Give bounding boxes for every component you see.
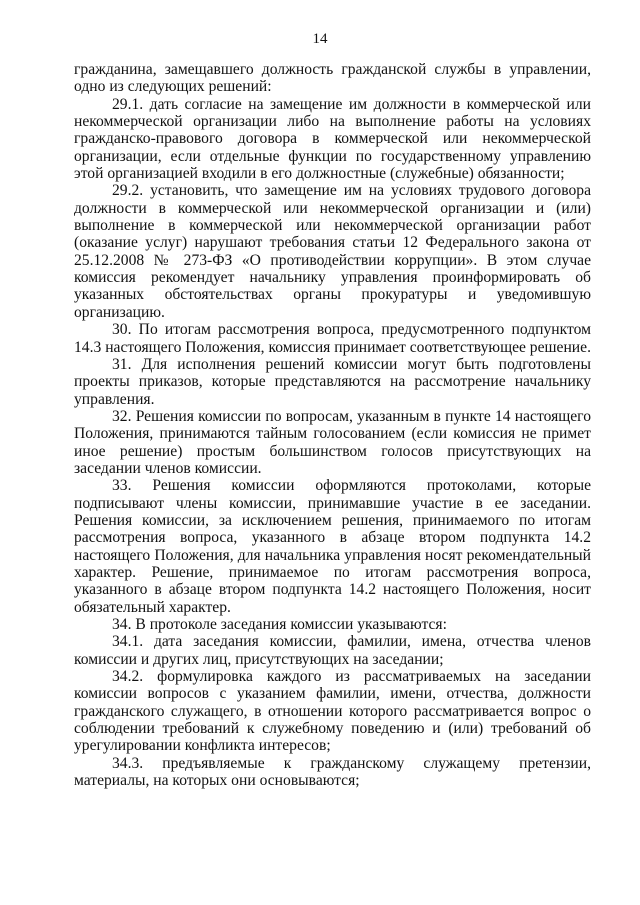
paragraph-31: 31. Для исполнения решений комиссии могут быть подготовлены проекты приказов, которые представляются на рассмотрение начальнику управления. — [74, 355, 591, 408]
paragraph-continuation: гражданина, замещавшего должность гражданской службы в управлении, одно из следующих решений: — [74, 61, 591, 96]
paragraph-34-3: 34.3. предъявляемые к гражданскому служащему претензии, материалы, на которых они основываются; — [74, 754, 591, 790]
paragraph-34: 34. В протоколе заседания комиссии указываются: — [112, 616, 447, 633]
paragraph-33: 33. Решения комиссии оформляются протоколами, которые подписывают члены комиссии, принимавшие участие в ее заседании. Решения комиссии, за исключением решения, принимаемого по итогам рассмотрения вопроса, указанного в абзаце втором подпункта 14.2 настоящего Положения, для начальника управления носят рекомендательный характер. Решение, принимаемое по итогам рассмотрения вопроса, указанного в абзаце втором подпункта 14.2 настоящего Положения, носит обязательный характер. — [74, 477, 591, 616]
paragraph-29-1: 29.1. дать согласие на замещение им должности в коммерческой или некоммерческой организации либо на выполнение работы на условиях гражданско-правового договора в коммерческой или некоммерческой организации, если отдельные функции по государственному управлению этой организацией входили в его должностные (служебные) обязанности; — [74, 95, 591, 183]
document-text — [74, 61, 591, 789]
paragraph-30: 30. По итогам рассмотрения вопроса, предусмотренного подпунктом 14.3 настоящего Положения, комиссия принимает соответствующее решение. — [74, 321, 591, 356]
page-number: 14 — [312, 31, 328, 47]
paragraph-32: 32. Решения комиссии по вопросам, указанным в пункте 14 настоящего Положения, принимаются тайным голосованием (если комиссия не примет иное решение) простым большинством голосов присутствующих на заседании членов комиссии. — [74, 407, 591, 477]
paragraph-34-2: 34.2. формулировка каждого из рассматриваемых на заседании комиссии вопросов с указанием фамилии, имени, отчества, должности гражданского служащего, в отношении которого рассматривается вопрос о соблюдении требований к служебному поведению и (или) требований об урегулировании конфликта интересов; — [74, 668, 591, 755]
paragraph-29-2: 29.2. установить, что замещение им на условиях трудового договора должности в коммерческой или некоммерческой организации и (или) выполнение в коммерческой или некоммерческой организации работ (оказание услуг) нарушают требования статьи 12 Федерального закона от 25.12.2008 № 273-ФЗ «О противодействии коррупции». В этом случае комиссия рекомендует начальнику управления проинформировать об указанных обстоятельствах органы прокуратуры и уведомившую организацию. — [74, 182, 591, 321]
paragraph-34-1: 34.1. дата заседания комиссии, фамилии, имена, отчества членов комиссии и других лиц, присутствующих на заседании; — [74, 633, 591, 668]
